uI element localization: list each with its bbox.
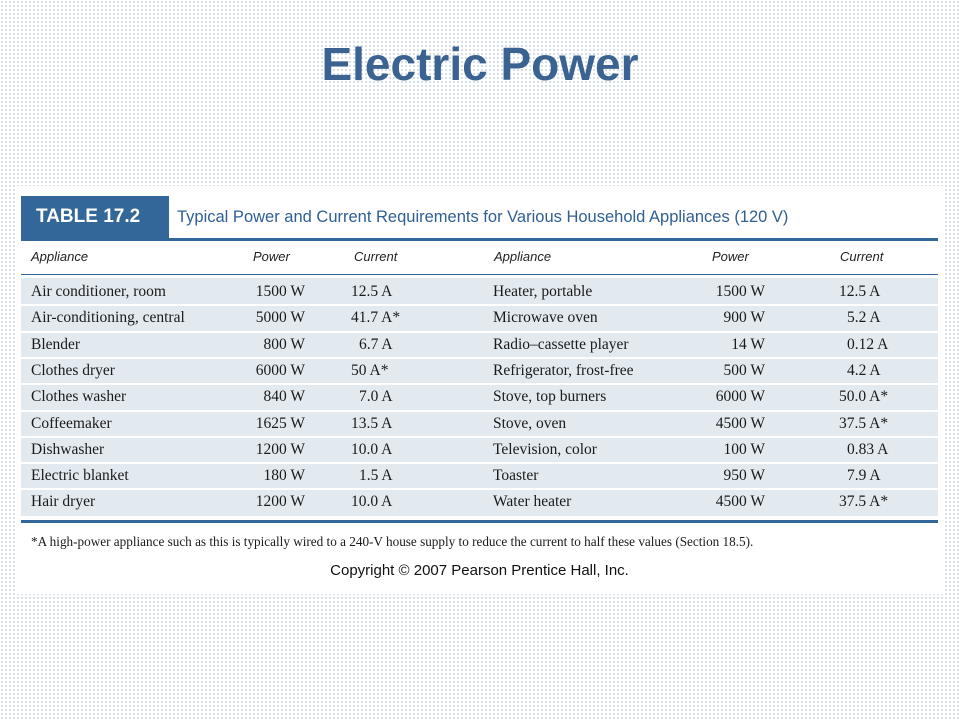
current-cell-2: 0.12 A (847, 335, 889, 353)
column-header-current: Current (354, 249, 398, 264)
table-row (21, 463, 938, 489)
power-cell: 1625 W (255, 414, 305, 432)
table-top-rule (21, 238, 938, 241)
power-cell: 1200 W (255, 493, 305, 511)
appliance-cell-2: Refrigerator, frost-free (493, 361, 634, 379)
appliance-cell-2: Microwave oven (493, 309, 598, 327)
table-header (21, 196, 938, 238)
power-cell-2: 950 W (723, 467, 765, 485)
current-cell: 1.5 A (359, 467, 393, 485)
appliance-cell-2: Stove, oven (493, 414, 567, 432)
power-cell: 840 W (263, 388, 305, 406)
power-cell: 5000 W (255, 309, 305, 327)
table-row (21, 411, 938, 437)
table-row (21, 489, 938, 515)
current-cell-2: 5.2 A (847, 309, 881, 327)
appliance-cell-2: Toaster (493, 467, 539, 485)
power-cell-2: 500 W (723, 361, 765, 379)
current-cell: 10.0 A (351, 493, 393, 511)
table-bottom-rule (21, 520, 938, 523)
power-cell-2: 6000 W (715, 388, 765, 406)
table-label: TABLE 17.2 (21, 196, 169, 238)
current-cell: 7.0 A (359, 388, 393, 406)
appliance-cell: Clothes washer (31, 388, 127, 406)
power-cell-2: 4500 W (715, 414, 765, 432)
table-caption: Typical Power and Current Requirements for Various Household Appliances (120 V) (177, 208, 789, 226)
table-row (21, 384, 938, 410)
appliance-cell-2: Water heater (493, 493, 572, 511)
current-cell-2: 50.0 A* (839, 388, 889, 406)
current-cell: 50 A* (351, 361, 389, 379)
power-cell: 800 W (263, 335, 305, 353)
appliance-cell-2: Stove, top burners (493, 388, 607, 406)
power-cell-2: 100 W (723, 440, 765, 458)
current-cell-2: 37.5 A* (839, 414, 889, 432)
appliance-cell: Hair dryer (31, 493, 96, 511)
power-cell: 180 W (263, 467, 305, 485)
power-cell-2: 900 W (723, 309, 765, 327)
column-header-appliance-2: Appliance (494, 249, 552, 264)
appliance-cell: Dishwasher (31, 440, 105, 458)
appliance-cell: Air-conditioning, central (31, 309, 185, 327)
power-cell-2: 14 W (731, 335, 765, 353)
appliance-cell-2: Heater, portable (493, 283, 593, 300)
table-row (21, 305, 938, 331)
table-row (21, 279, 938, 305)
appliance-cell: Clothes dryer (31, 361, 115, 379)
appliance-cell: Electric blanket (31, 467, 129, 485)
current-cell-2: 4.2 A (847, 361, 881, 379)
table-footnote: *A high-power appliance such as this is typically wired to a 240-V house supply to reduce the current to half these values (Section 18.5). (31, 534, 754, 549)
appliance-cell-2: Television, color (493, 440, 597, 458)
current-cell: 13.5 A (351, 414, 393, 432)
current-cell: 41.7 A* (351, 309, 401, 327)
appliance-cell: Air conditioner, room (31, 283, 166, 300)
power-cell: 6000 W (255, 361, 305, 379)
current-cell-2: 37.5 A* (839, 493, 889, 511)
column-header-appliance: Appliance (31, 249, 89, 264)
slide-title: Electric Power (321, 38, 639, 90)
table-row (21, 332, 938, 358)
appliance-cell-2: Radio–cassette player (493, 335, 629, 353)
power-cell: 1500 W (255, 283, 305, 300)
power-cell-2: 4500 W (715, 493, 765, 511)
header-rule (21, 274, 938, 275)
power-cell-2: 1500 W (715, 283, 765, 300)
table-panel (15, 186, 944, 594)
current-cell: 12.5 A (351, 283, 393, 300)
table-row (21, 358, 938, 384)
copyright-notice: Copyright © 2007 Pearson Prentice Hall, Inc. (330, 562, 629, 579)
column-header-power: Power (253, 249, 290, 264)
column-header-power-2: Power (712, 249, 749, 264)
current-cell: 6.7 A (359, 335, 393, 353)
table-row (21, 437, 938, 463)
appliance-cell: Blender (31, 335, 81, 353)
current-cell-2: 12.5 A (839, 283, 881, 300)
current-cell-2: 7.9 A (847, 467, 881, 485)
current-cell-2: 0.83 A (847, 440, 889, 458)
power-cell: 1200 W (255, 440, 305, 458)
appliance-cell: Coffeemaker (31, 414, 112, 432)
current-cell: 10.0 A (351, 440, 393, 458)
column-header-current-2: Current (840, 249, 884, 264)
